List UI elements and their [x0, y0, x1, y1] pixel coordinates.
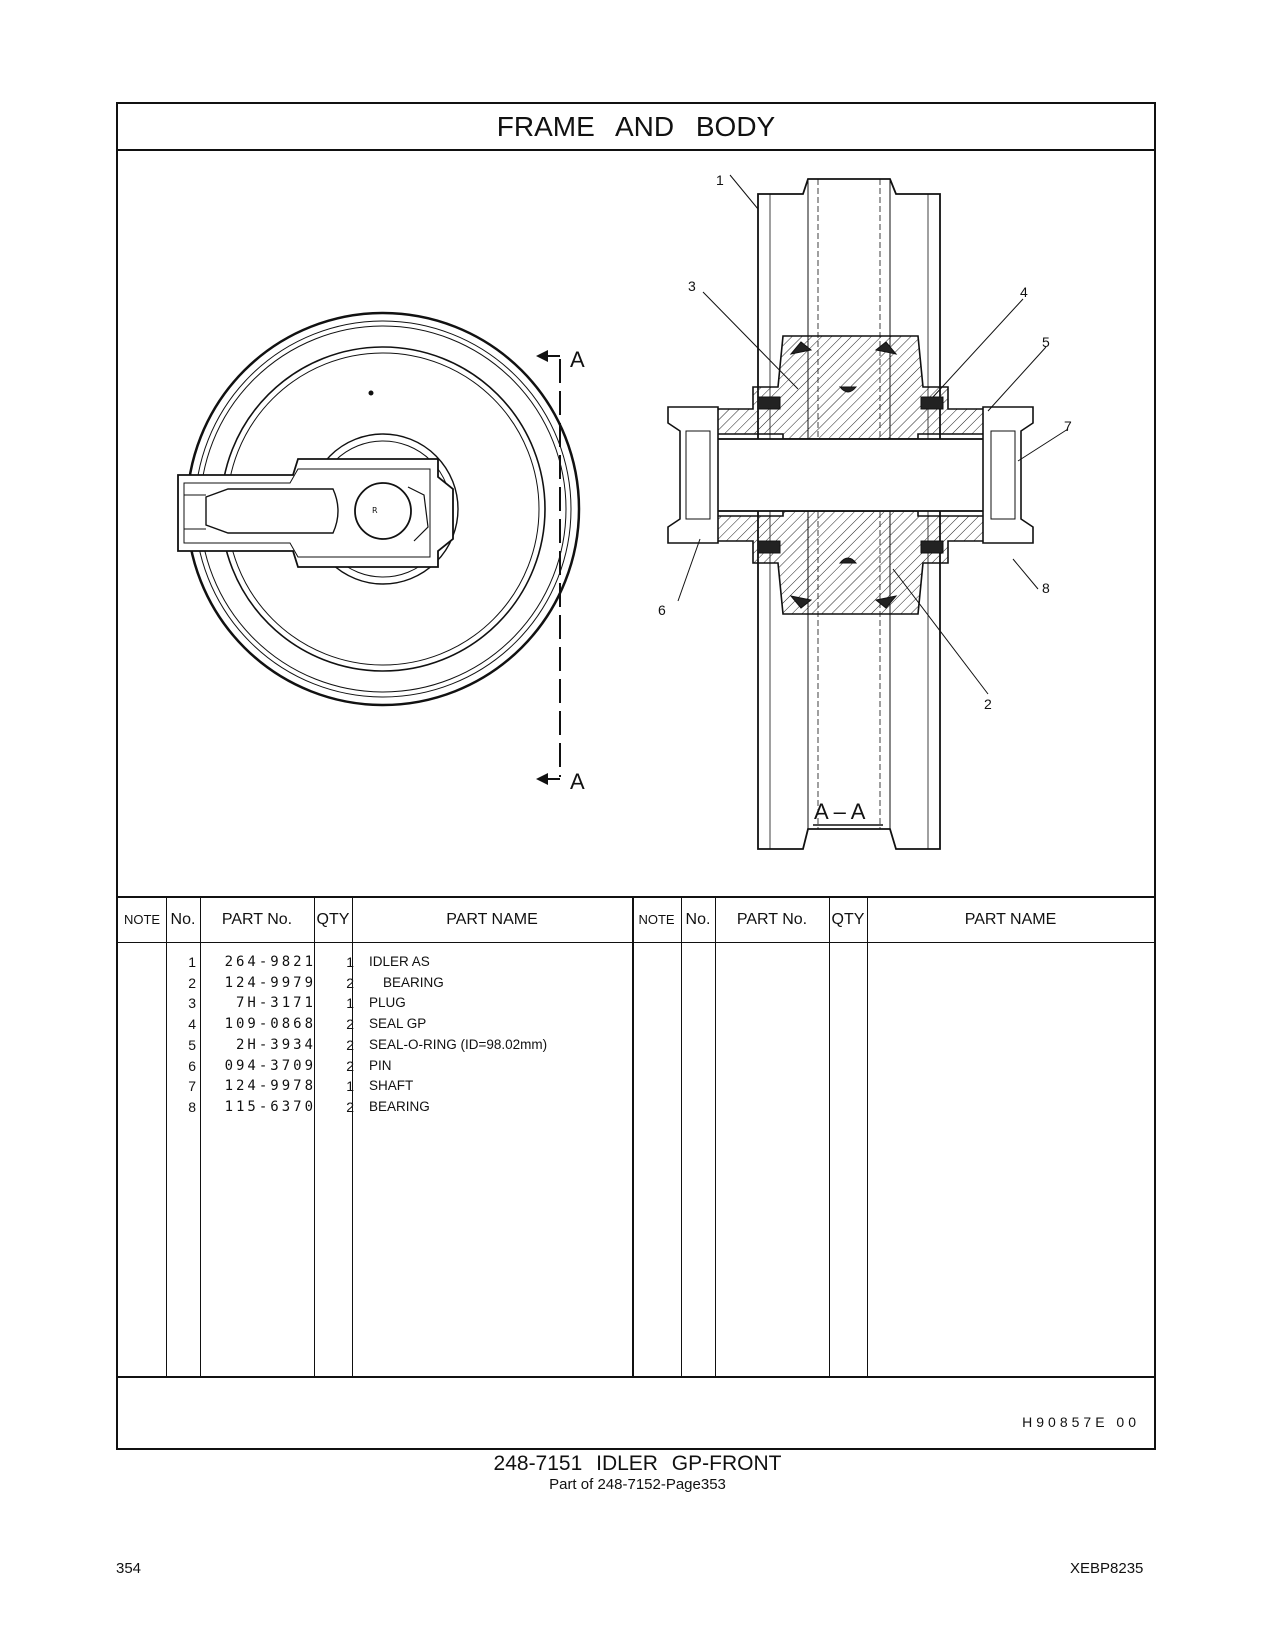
part-qty: 2 — [346, 1036, 354, 1053]
callout-6: 6 — [658, 602, 666, 618]
part-number: 124-9978 — [224, 1078, 316, 1095]
col-note-2: NOTE — [638, 912, 675, 927]
part-number-index: 2 — [188, 974, 196, 991]
part-name: PLUG — [369, 995, 406, 1011]
part-name: SHAFT — [369, 1078, 414, 1094]
drawing-id: H90857E 00 — [1022, 1414, 1140, 1430]
parts-drawing — [118, 149, 1154, 896]
part-qty: 2 — [346, 1057, 354, 1074]
part-qty: 2 — [346, 1098, 354, 1115]
col-no: No. — [170, 911, 196, 928]
part-qty: 1 — [346, 995, 354, 1012]
group-subcaption: Part of 248-7152-Page353 — [549, 1476, 726, 1493]
part-number-index: 4 — [188, 1016, 196, 1033]
part-qty: 2 — [346, 974, 354, 991]
callout-1: 1 — [716, 172, 724, 188]
part-number: 094-3709 — [224, 1057, 316, 1074]
part-number: 124-9979 — [224, 974, 316, 991]
callout-6-7: 7 — [1064, 418, 1072, 434]
parts-table — [118, 896, 1154, 1378]
part-number-index: 3 — [188, 995, 196, 1012]
part-name: SEAL GP — [369, 1016, 427, 1032]
part-number-index: 6 — [188, 1057, 196, 1074]
col-no-2: No. — [685, 911, 711, 928]
col-qty: QTY — [316, 911, 350, 928]
header-divider — [118, 942, 1154, 943]
idler-cross-section — [668, 175, 1068, 849]
page-title: FRAME AND BODY — [118, 104, 1154, 151]
part-number-index: 8 — [188, 1098, 196, 1115]
col-note: NOTE — [123, 912, 161, 927]
group-caption: 248-7151 IDLER GP-FRONT — [493, 1452, 782, 1475]
section-view-label: A – A — [814, 799, 866, 824]
part-number: 109-0868 — [224, 1016, 316, 1033]
part-qty: 1 — [346, 954, 354, 970]
part-name: BEARING — [369, 1098, 430, 1114]
svg-text:R: R — [372, 506, 378, 515]
publication-number: XEBP8235 — [1070, 1560, 1144, 1577]
page-number: 354 — [116, 1560, 142, 1577]
part-name: BEARING — [383, 974, 444, 990]
page-frame — [116, 102, 1156, 1450]
part-qty: 2 — [346, 1016, 354, 1033]
col-part-no: PART No. — [221, 911, 293, 928]
callout-8: 8 — [1042, 580, 1050, 596]
part-number: 2H-3934 — [235, 1036, 316, 1053]
part-number: 264-9821 — [224, 954, 316, 970]
col-part-name: PART NAME — [446, 911, 538, 928]
exploded-view-svg — [118, 149, 1154, 896]
divider — [681, 898, 682, 1376]
part-number-index: 1 — [188, 954, 196, 970]
divider — [867, 898, 868, 1376]
col-qty-2: QTY — [831, 911, 865, 928]
part-number: 7H-3171 — [235, 995, 316, 1012]
part-qty: 1 — [346, 1078, 354, 1095]
divider — [200, 898, 201, 1376]
part-name: IDLER AS — [369, 954, 430, 969]
part-number: 115-6370 — [224, 1098, 316, 1115]
section-letter-bottom: A — [570, 769, 585, 794]
divider — [166, 898, 167, 1376]
part-number-index: 7 — [188, 1078, 196, 1095]
idler-side-view — [178, 313, 579, 705]
col-part-no-2: PART No. — [736, 911, 808, 928]
col-part-name-2: PART NAME — [964, 911, 1057, 928]
part-name: PIN — [369, 1057, 392, 1073]
part-number-index: 5 — [188, 1036, 196, 1053]
callout-2: 2 — [984, 696, 992, 712]
section-letter-top: A — [570, 347, 585, 372]
callout-3: 3 — [688, 278, 696, 294]
callout-5: 5 — [1042, 334, 1050, 350]
callout-4: 4 — [1020, 284, 1028, 300]
divider — [715, 898, 716, 1376]
divider — [829, 898, 830, 1376]
part-name: SEAL-O-RING (ID=98.02mm) — [369, 1036, 548, 1052]
